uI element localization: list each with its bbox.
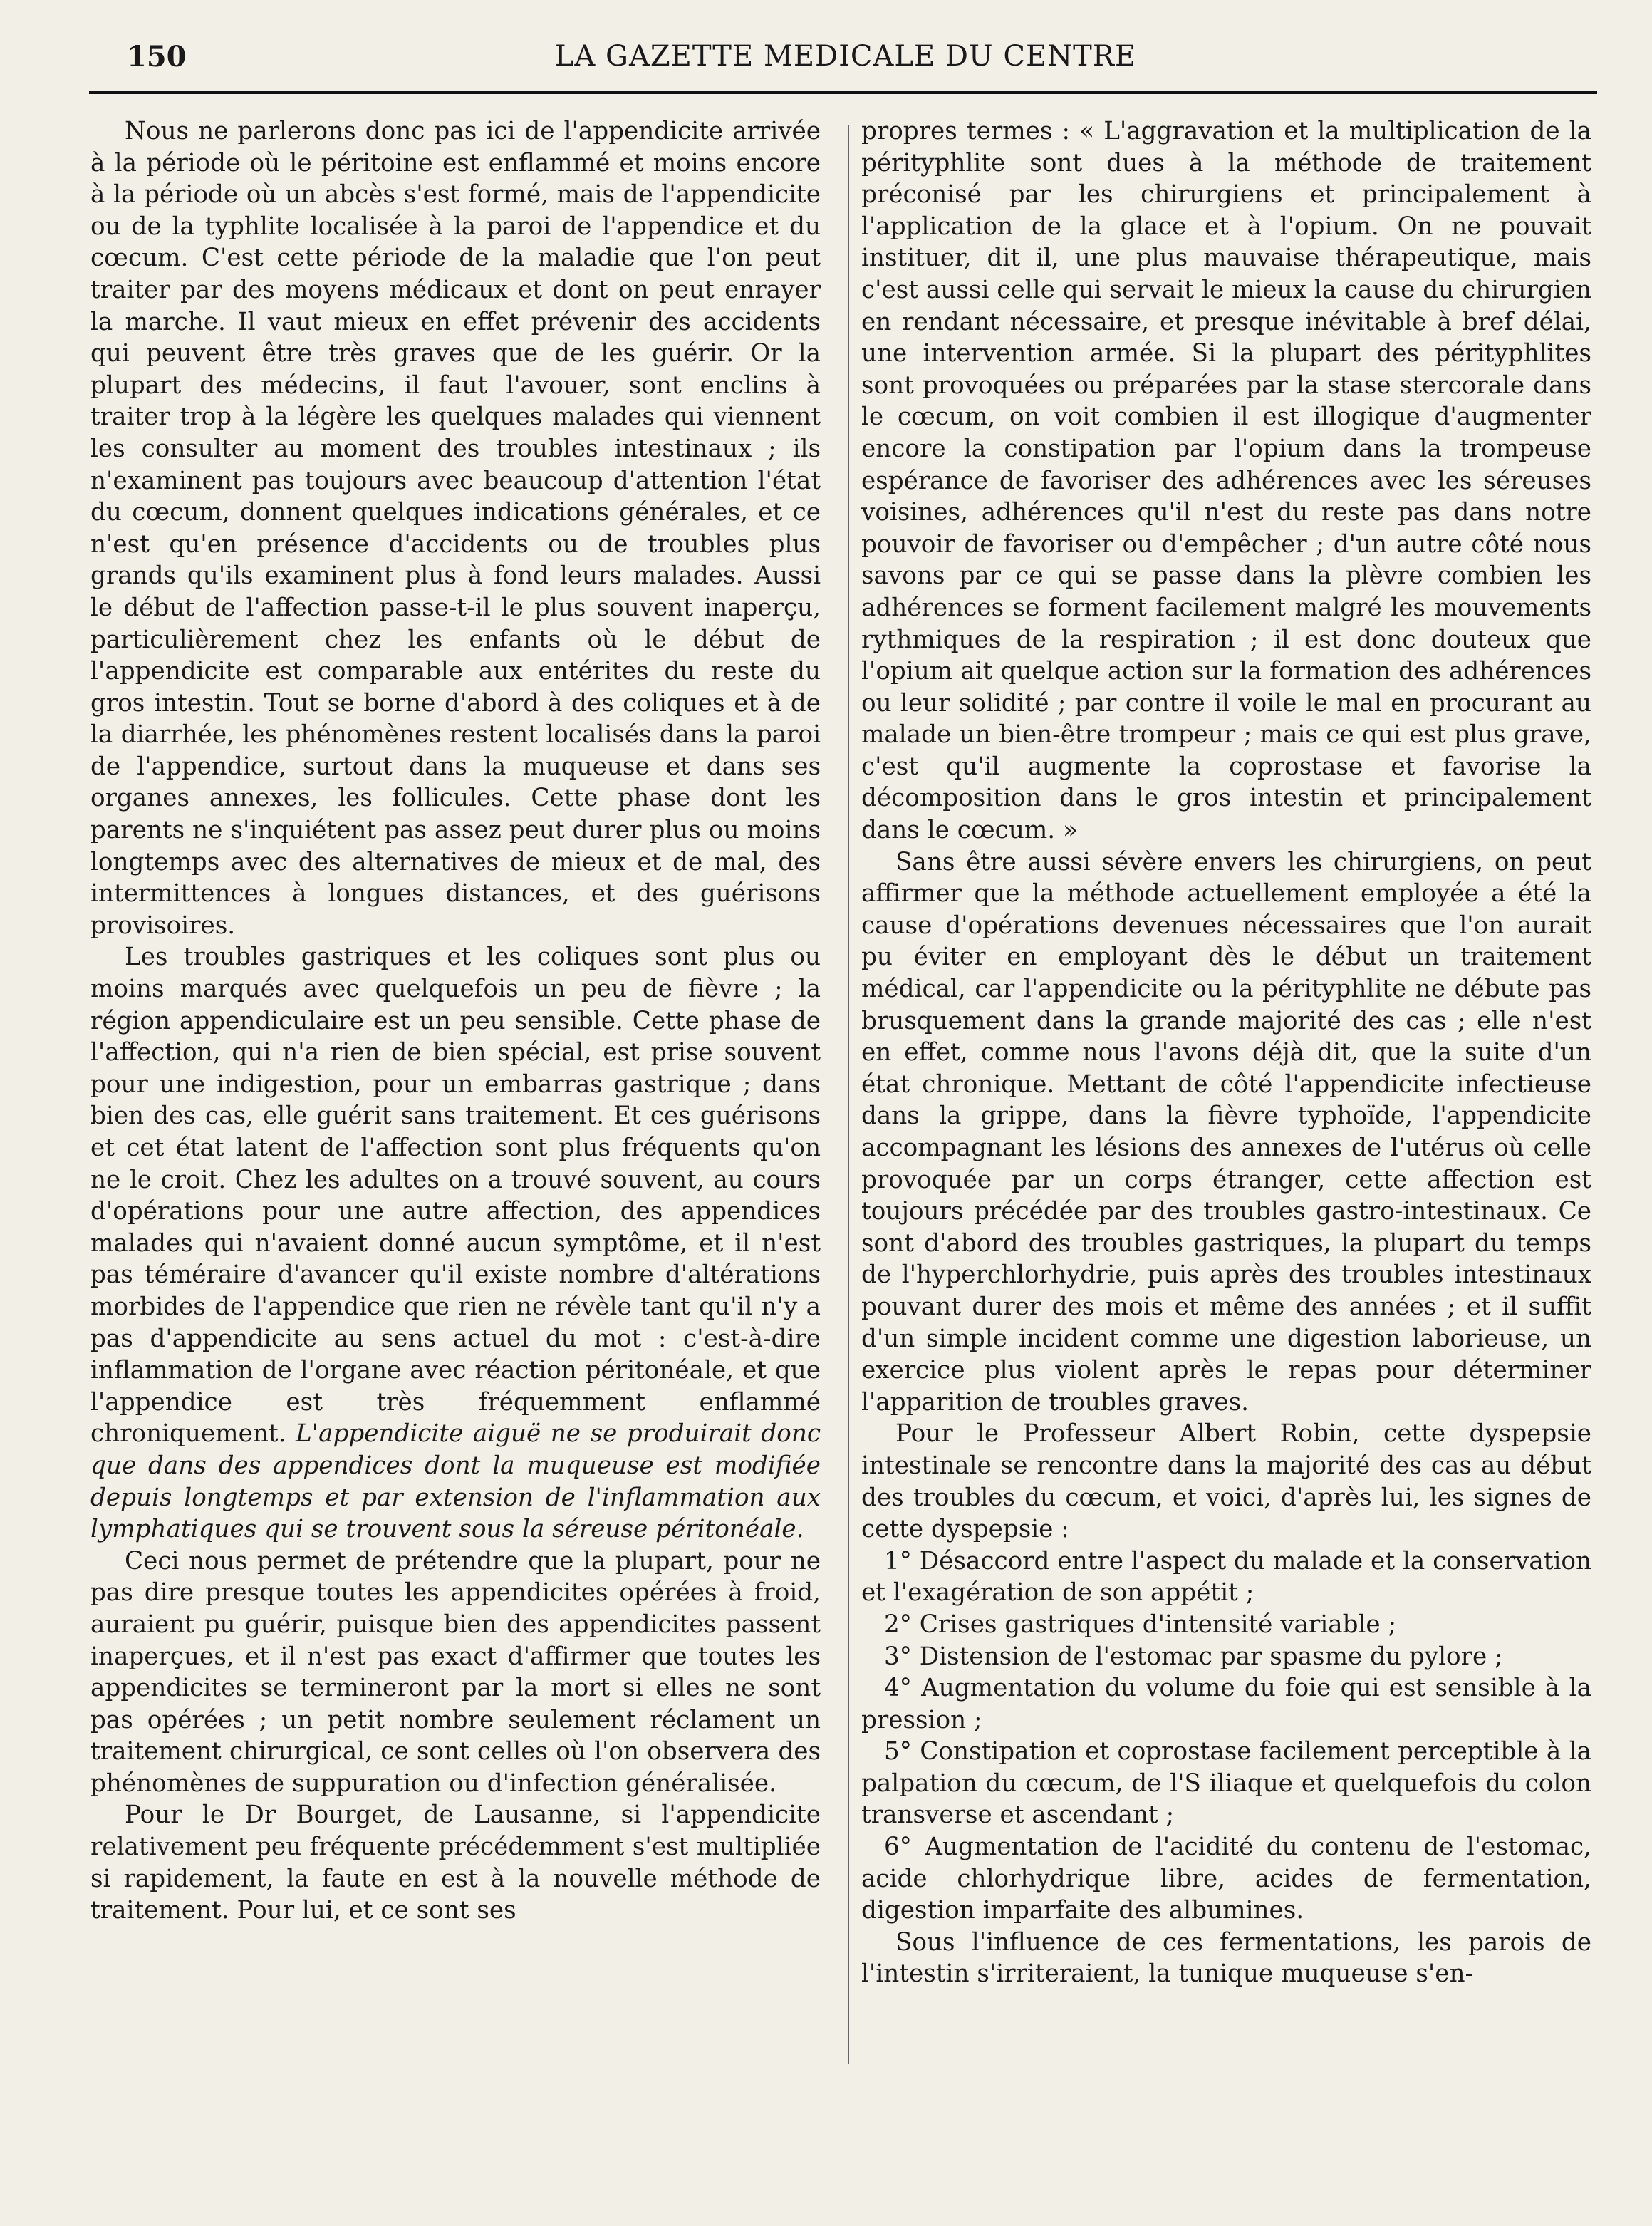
journal-title: LA GAZETTE MEDICALE DU CENTRE [554, 40, 1137, 73]
paragraph: Sous l'influence de ces fermentations, les parois de l'intestin s'irriteraient, la tunique muqueuse s'en- [861, 1927, 1591, 1989]
paragraph: propres termes : « L'aggravation et la multiplication de la pérityphlite sont dues à la méthode de traitement préconisé par les chirurgiens et principalement à l'application de la glace et à l'opium. On ne pouvait instituer, dit il, une plus mauvaise thérapeutique, mais c'est aussi celle qui servait le mieux la cause du chirurgien en rendant nécessaire, et presque inévitable à bref délai, une intervention armée. Si la plupart des pérityphlites sont provoquées ou préparées par la stase stercorale dans le cœcum, on voit combien il est illogique d'augmenter encore la constipation par l'opium dans la trompeuse espérance de favoriser des adhérences avec les séreuses voisines, adhérences qu'il n'est du reste pas dans notre pouvoir de favoriser ou d'empêcher ; d'un autre côté nous savons par ce qui se passe dans la plèvre combien les adhérences se forment facilement malgré les mouvements rythmiques de la respiration ; il est donc douteux que l'opium ait quelque action sur la formation des adhérences ou leur solidité ; par contre il voile le mal en procurant au malade un bien-être trompeur ; mais ce qui est plus grave, c'est qu'il augmente la coprostase et favorise la décomposition dans le gros intestin et principalement dans le cœcum. » [861, 117, 1591, 845]
right-column [861, 115, 1591, 2203]
page-number: 150 [127, 40, 187, 73]
paragraph: Nous ne parlerons donc pas ici de l'appendicite arrivée à la période où le péritoine est enflammé et moins encore à la période où un abcès s'est formé, mais de l'appendicite ou de la typhlite localisée à la paroi de l'appendice et du cœcum. C'est cette période de la maladie que l'on peut traiter par des moyens médicaux et dont on peut enrayer la marche. Il vaut mieux en effet prévenir des accidents qui peuvent être très graves que de les guérir. Or la plupart des médecins, il faut l'avouer, sont enclins à traiter trop à la légère les quelques malades qui viennent les consulter au moment des troubles intestinaux ; ils n'examinent pas toujours avec beaucoup d'attention l'état du cœcum, donnent quelques indications générales, et ce n'est qu'en présence d'accidents ou de troubles plus grands qu'ils examinent plus à fond leurs malades. Aussi le début de l'affection passe-t-il le plus souvent inaperçu, particulièrement chez les enfants où le début de l'appendicite est comparable aux entérites du reste du gros intestin. Tout se borne d'abord à des coliques et à de la diarrhée, les phénomènes restent localisés dans la paroi de l'appendice, surtout dans la muqueuse et dans ses organes annexes, les follicules. Cette phase dont les parents ne s'inquiétent pas assez peut durer plus ou moins longtemps avec des alternatives de mieux et de mal, des intermittences à longues distances, et des guérisons provisoires. [90, 117, 821, 940]
left-column [90, 115, 821, 2203]
paragraph [90, 941, 821, 1545]
header-rule [89, 91, 1597, 94]
list-item: 3° Distension de l'estomac par spasme du pylore ; [884, 1642, 1503, 1671]
page-header [107, 40, 1584, 80]
column-divider [848, 125, 849, 2064]
list-item: 6° Augmentation de l'acidité du contenu de l'estomac, acide chlorhydrique libre, acides de fermentation, digestion imparfaite des albumines. [861, 1833, 1591, 1925]
list-item: 4° Augmentation du volume du foie qui est sensible à la pression ; [861, 1674, 1591, 1734]
paragraph-text: Les troubles gastriques et les coliques sont plus ou moins marqués avec quelquefois un peu de fièvre ; la région appendiculaire est un peu sensible. Cette phase de l'affection, qui n'a rien de bien spécial, est prise souvent pour une indigestion, pour un embarras gastrique ; dans bien des cas, elle guérit sans traitement. Et ces guérisons et cet état latent de l'affection sont plus fréquents qu'on ne le croit. Chez les adultes on a trouvé souvent, au cours d'opérations pour une autre affection, des appendices malades qui n'avaient donné aucun symptôme, et il n'est pas téméraire d'avancer qu'il existe nombre d'altérations morbides de l'appendice que rien ne révèle tant qu'il n'y a pas d'appendicite au sens actuel du mot : c'est-à-dire inflammation de l'organe avec réaction péritonéale, et que l'appendice est très fréquemment enflammé chroniquement. [90, 943, 821, 1449]
list-item: 5° Constipation et coprostase facilement perceptible à la palpation du cœcum, de l'S iliaque et quelquefois du colon transverse et ascendant ; [861, 1737, 1591, 1830]
paragraph: Pour le Dr Bourget, de Lausanne, si l'appendicite relativement peu fréquente précédemment s'est multipliée si rapidement, la faute en est à la nouvelle méthode de traitement. Pour lui, et ce sont ses [90, 1801, 821, 1925]
list-item: 2° Crises gastriques d'intensité variable ; [884, 1610, 1397, 1639]
paragraph: Ceci nous permet de prétendre que la plupart, pour ne pas dire presque toutes les appendicites opérées à froid, auraient pu guérir, puisque bien des appendicites passent inaperçues, et il n'est pas exact d'affirmer que toutes les appendicites se termineront par la mort si elles ne sont pas opérées ; un petit nombre seulement réclament un traitement chirurgical, ce sont celles où l'on observera des phénomènes de suppuration ou d'infection généralisée. [90, 1546, 821, 1798]
italic-passage: L'appendicite aiguë ne se produirait donc que dans des appendices dont la muqueuse est modifiée depuis longtemps et par extension de l'inflammation aux lymphatiques qui se trouvent sous la séreuse péritonéale. [90, 1419, 821, 1544]
list-item: 1° Désaccord entre l'aspect du malade et la conservation et l'exagération de son appétit ; [861, 1546, 1591, 1608]
paragraph: Sans être aussi sévère envers les chirurgiens, on peut affirmer que la méthode actuellement employée a été la cause d'opérations devenues nécessaires que l'on aurait pu éviter en employant dès le début un traitement médical, car l'appendicite ou la pérityphlite ne débute pas brusquement dans la grande majorité des cas ; elle n'est en effet, comme nous l'avons déjà dit, que la suite d'un état chronique. Mettant de côté l'appendicite infectieuse dans la grippe, dans la fièvre typhoïde, l'appendicite accompagnant les lésions des annexes de l'utérus où celle provoquée par un corps étranger, cette affection est toujours précédée par des troubles gastro-intestinaux. Ce sont d'abord des troubles gastriques, la plupart du temps de l'hyperchlorhydrie, puis après des troubles intestinaux pouvant durer des mois et même des années ; et il suffit d'un simple incident comme une digestion laborieuse, un exercice plus violent après le repas pour déterminer l'apparition de troubles graves. [861, 847, 1591, 1417]
paragraph: Pour le Professeur Albert Robin, cette dyspepsie intestinale se rencontre dans la majorité des cas au début des troubles du cœcum, et voici, d'après lui, les signes de cette dyspepsie : [861, 1419, 1591, 1544]
